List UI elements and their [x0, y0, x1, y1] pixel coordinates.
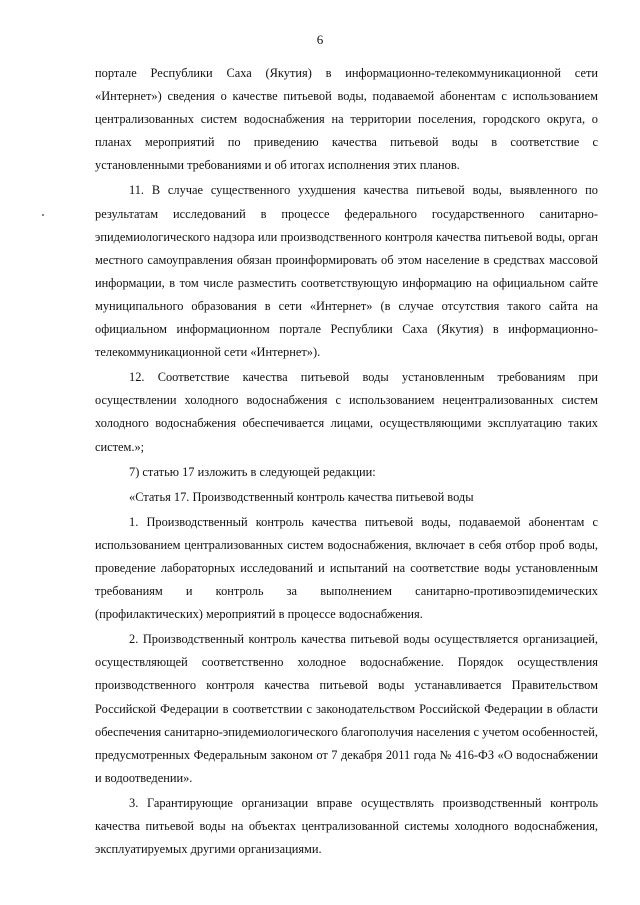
paragraph-continuation: порталe Республики Саха (Якутия) в информационно-телекоммуникационной сети «Интернет») сведения о качестве питьевой воды, подаваемой абонентам с использованием централизованных систем водоснабжения на территории поселения, городского округа, о планах мероприятий по приведению качества питьевой воды в соответствие с установленными требованиями и об итогах исполнения этих планов.	[95, 66, 598, 173]
paragraph-item-11: 11. В случае существенного ухудшения качества питьевой воды, выявленного по результатам исследований в процессе федерального государственного санитарно-эпидемиологического надзора или производственного контроля качества питьевой воды, орган местного самоуправления обязан проинформировать об этом население в средствах массовой информации, в том числе разместить соответствующую информацию на официальном сайте муниципального образования в сети «Интернет» (в случае отсутствия такого сайта на официальном информационном портале Республики Саха (Якутия) в информационно-телекоммуникационной сети «Интернет»).	[95, 183, 598, 360]
paragraph-article-17-item-1: 1. Производственный контроль качества питьевой воды, подаваемой абонентам с использованием централизованных систем водоснабжения, включает в себя отбор проб воды, проведение лабораторных исследований и испытаний на соответствие воды установленным требованиям и контроль за выполнением санитарно-противоэпидемических (профилактических) мероприятий в процессе водоснабжения.	[95, 514, 598, 622]
article-17-heading: «Статья 17. Производственный контроль качества питьевой воды	[129, 489, 474, 504]
page-number: 6	[316, 32, 324, 47]
paragraph-item-12: 12. Соответствие качества питьевой воды установленным требованиям при осуществлении холодного водоснабжения с использованием нецентрализованных систем холодного водоснабжения обеспечивается лицами, осуществляющими эксплуатацию таких систем.»;	[95, 370, 598, 454]
scan-speck	[42, 214, 44, 216]
paragraph-article-17-item-2: 2. Производственный контроль качества питьевой воды осуществляется организацией, осуществляющей соответственно холодное водоснабжение. Порядок осуществления производственного контроля качества питьевой воды устанавливается Правительством Российской Федерации в соответствии с законодательством Российской Федерации в области обеспечения санитарно-эпидемиологического благополучия населения с учетом особенностей, предусмотренных Федеральным законом от 7 декабря 2011 года № 416-ФЗ «О водоснабжении и водоотведении».	[95, 632, 598, 785]
document-body	[95, 62, 598, 861]
paragraph-amendment-7: 7) статью 17 изложить в следующей редакции:	[129, 464, 376, 479]
paragraph-article-17-item-3: 3. Гарантирующие организации вправе осуществлять производственный контроль качества питьевой воды на объектах централизованной системы холодного водоснабжения, эксплуатируемых другими организациями.	[95, 795, 598, 857]
